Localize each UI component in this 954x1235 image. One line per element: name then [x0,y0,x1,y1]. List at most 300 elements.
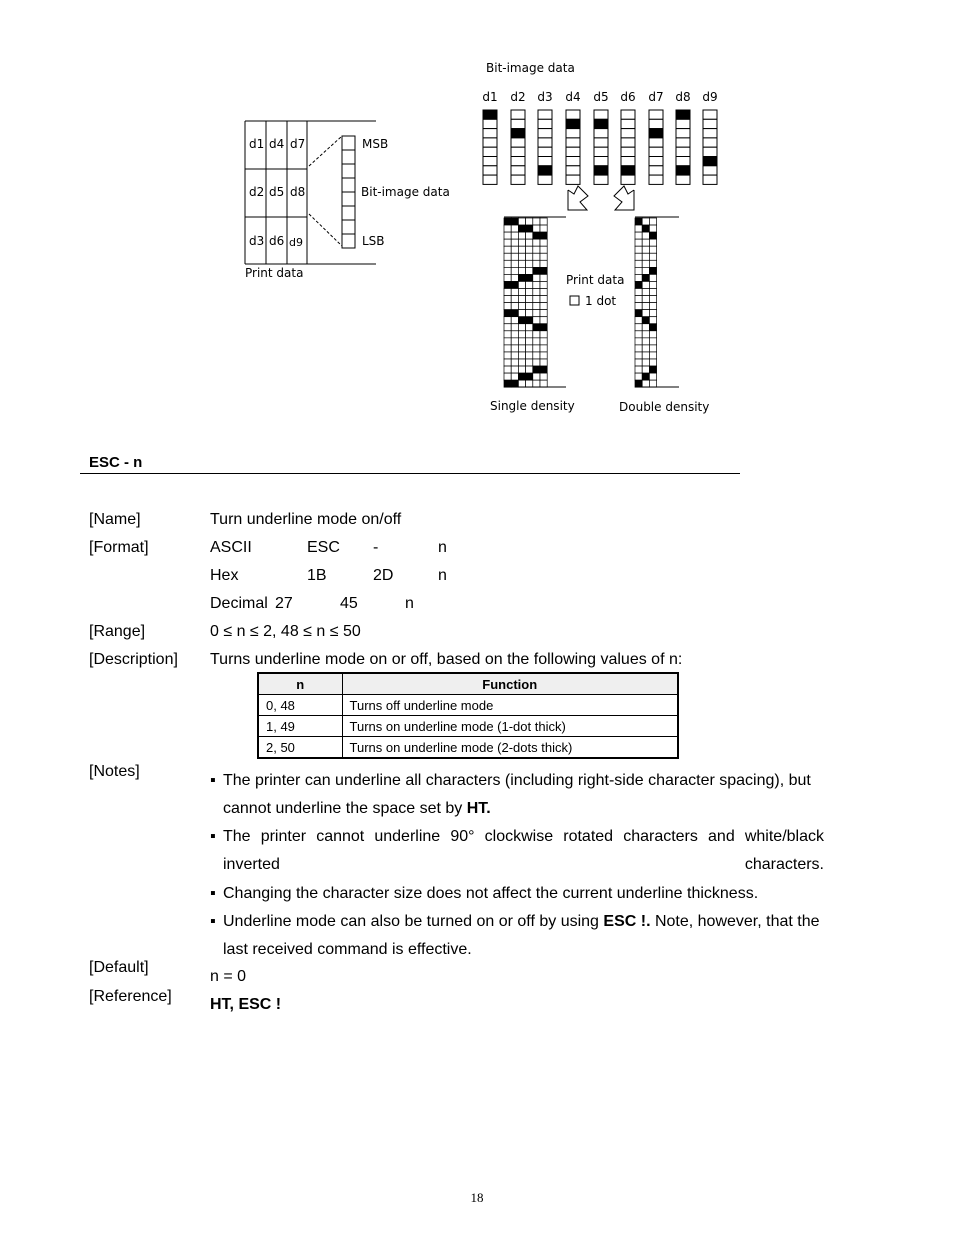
data-bit [538,138,552,147]
print-dot [518,303,525,310]
print-dot [518,366,525,373]
print-dot [540,253,547,260]
print-dot [511,267,518,274]
print-dot [533,324,540,331]
data-bit [676,138,690,147]
format-decimal-b: 45 [340,595,358,612]
print-dot [649,253,656,260]
print-dot [504,338,511,345]
print-dot [533,289,540,296]
data-bit [538,175,552,184]
bit-image-label: Bit-image data [361,185,450,199]
data-bit [676,157,690,166]
print-dot [526,338,533,345]
data-bit [649,175,663,184]
data-bit [649,166,663,175]
print-dot [504,232,511,239]
print-dot [511,274,518,281]
print-dot [518,331,525,338]
data-bit [703,147,717,156]
print-dot [526,324,533,331]
print-dot [642,225,649,232]
print-dot [635,260,642,267]
print-dot [511,239,518,246]
format-hex-b: 2D [373,567,394,584]
column-label: d1 [482,90,498,104]
data-bit [594,129,608,138]
print-dot [526,246,533,253]
print-dot [635,232,642,239]
data-bit [538,147,552,156]
data-bit [511,157,525,166]
table-cell-function: Turns on underline mode (1-dot thick) [342,716,678,737]
data-bit [703,119,717,128]
print-dot [540,366,547,373]
column-label: d7 [648,90,664,104]
data-bit [649,138,663,147]
print-dot [533,345,540,352]
msb-label: MSB [362,137,389,151]
one-dot-label: 1 dot [585,294,617,308]
print-dot [526,232,533,239]
print-dot [642,359,649,366]
print-dot [649,303,656,310]
print-dot [526,380,533,387]
print-dot [504,373,511,380]
print-dot [526,267,533,274]
data-bit [621,147,635,156]
print-dot [511,317,518,324]
print-dot [540,317,547,324]
print-dot [518,246,525,253]
format-ascii-a: ESC [307,539,340,556]
print-dot [533,274,540,281]
print-dot [635,359,642,366]
print-dot [504,352,511,359]
data-bit [483,129,497,138]
print-dot [642,296,649,303]
left-print-data-label: Print data [245,266,304,280]
range-label: [Range] [89,623,146,640]
table-cell-n: 0, 48 [258,695,342,716]
cell-d1: d1 [249,137,265,151]
data-bit [649,119,663,128]
print-dot [533,352,540,359]
print-dot [540,345,547,352]
print-dot [504,324,511,331]
print-dot [518,317,525,324]
format-hex-a: 1B [307,567,327,584]
print-data-cell-labels [249,137,305,249]
data-bit [594,138,608,147]
print-dot [649,232,656,239]
print-dot [518,338,525,345]
print-dot [504,218,511,225]
print-dot [526,317,533,324]
print-dot [511,310,518,317]
print-dot [511,352,518,359]
print-dot [526,373,533,380]
data-bit [566,110,580,119]
column-label: d2 [510,90,526,104]
print-dot [533,310,540,317]
print-dot [635,352,642,359]
table-header-function: Function [342,673,678,695]
data-bit [511,138,525,147]
data-bit [594,175,608,184]
print-dot [504,253,511,260]
print-dot [642,317,649,324]
print-dot [526,352,533,359]
cell-d5: d5 [269,185,285,199]
print-dot [649,296,656,303]
format-decimal-c: n [405,595,414,612]
data-bit [483,166,497,175]
data-bit [703,157,717,166]
print-dot [504,380,511,387]
data-bit [621,119,635,128]
print-dot [526,225,533,232]
print-dot [504,267,511,274]
right-arrow-icon [614,186,634,210]
format-ascii-b: - [373,539,379,556]
print-data-grid [245,121,376,264]
data-bit [511,129,525,138]
note-text: Changing the character size does not affect the current underline thickness. [223,885,759,902]
print-dot [511,324,518,331]
print-dot [642,281,649,288]
print-dot [511,303,518,310]
print-dot [511,338,518,345]
print-dot [649,267,656,274]
data-bit [621,166,635,175]
print-dot [518,232,525,239]
bit-column [342,136,355,248]
data-bit [703,110,717,119]
print-dot [511,345,518,352]
data-bit [511,110,525,119]
print-dot [511,296,518,303]
print-dot [649,331,656,338]
print-dot [533,246,540,253]
print-dot [635,267,642,274]
data-bit [511,119,525,128]
data-columns [483,110,717,184]
data-bit [703,175,717,184]
print-dot [504,296,511,303]
print-dot [649,260,656,267]
single-density-label: Single density [490,399,575,413]
print-dot [526,296,533,303]
data-bit [703,129,717,138]
print-dot [526,239,533,246]
print-dot [540,310,547,317]
format-hex-kind: Hex [210,567,239,584]
print-dot [635,303,642,310]
column-label: d8 [675,90,691,104]
print-dot [526,274,533,281]
cell-d7: d7 [290,137,306,151]
print-dot [635,366,642,373]
print-dot [533,253,540,260]
print-dot [511,281,518,288]
print-dot [504,317,511,324]
print-dot [642,246,649,253]
print-dot [642,260,649,267]
print-dot [511,373,518,380]
data-bit [538,157,552,166]
data-bit [621,175,635,184]
data-bit [594,110,608,119]
print-dot [511,253,518,260]
bit-cell [342,178,355,192]
print-dot [649,373,656,380]
note-text: The printer cannot underline 90° clockwise rotated characters and white/black inverted characters. [223,828,824,873]
reference-value: HT, ESC ! [210,996,282,1013]
print-dot [642,239,649,246]
print-dot [533,232,540,239]
data-bit [538,110,552,119]
format-hex-c: n [438,567,447,584]
print-dot [540,246,547,253]
right-print-data-label: Print data [566,273,625,287]
print-dot [526,345,533,352]
print-dot [540,359,547,366]
print-dot [518,359,525,366]
print-dot [635,296,642,303]
data-bit [621,138,635,147]
print-dot [635,281,642,288]
print-dot [533,366,540,373]
data-bit [566,175,580,184]
data-bit [676,166,690,175]
note-text-post: Note, however, that the last received command is effective. [223,913,820,958]
format-label: [Format] [89,539,149,556]
print-dot [533,296,540,303]
section-divider [80,473,740,474]
print-dot [533,225,540,232]
bit-column-guides [309,136,342,246]
print-dot [526,331,533,338]
data-bit [649,110,663,119]
print-dot [504,345,511,352]
bit-image-figure [0,0,954,440]
section-title: ESC - n [89,454,143,471]
print-dot [526,281,533,288]
note-bold: ESC !. [603,913,651,930]
bit-cell [342,164,355,178]
print-dot [540,380,547,387]
cell-d8: d8 [290,185,306,199]
data-bit [594,166,608,175]
print-dot [518,260,525,267]
print-dot [642,218,649,225]
data-bit [594,147,608,156]
print-dot [533,260,540,267]
print-dot [642,352,649,359]
print-dot [649,324,656,331]
data-bit [566,138,580,147]
bit-cell [342,150,355,164]
print-dot [526,303,533,310]
print-dot [504,331,511,338]
data-bit [649,129,663,138]
print-dot [511,289,518,296]
print-dot [518,352,525,359]
print-dot [540,331,547,338]
one-dot-square-icon [570,296,579,305]
print-dot [635,289,642,296]
table-header-row [258,673,678,695]
print-dot [540,324,547,331]
bullet-icon: ▪ [210,913,216,930]
print-dot [533,359,540,366]
description-value: Turns underline mode on or off, based on the following values of n: [210,651,683,668]
print-dot [540,303,547,310]
print-dot [533,331,540,338]
bullet-icon: ▪ [210,885,216,902]
double-density-grid [635,218,657,387]
note-item [210,823,824,879]
print-dot [518,253,525,260]
data-bit [676,175,690,184]
print-dot [511,232,518,239]
print-dot [533,380,540,387]
arrow-icons [568,186,634,210]
data-bit [483,119,497,128]
print-dot [518,267,525,274]
print-dot [540,232,547,239]
print-dot [635,380,642,387]
cell-d6: d6 [269,234,285,248]
table-header-n: n [258,673,342,695]
print-dot [649,289,656,296]
print-dot [635,239,642,246]
data-bit [483,147,497,156]
cell-d3: d3 [249,234,265,248]
data-bit [538,129,552,138]
print-dot [533,338,540,345]
print-dot [635,317,642,324]
reference-label: [Reference] [89,988,172,1005]
column-label: d3 [537,90,553,104]
print-dot [518,380,525,387]
data-bit [649,157,663,166]
print-dot [642,310,649,317]
table-cell-n: 2, 50 [258,737,342,759]
print-dot [642,366,649,373]
print-dot [642,331,649,338]
print-dot [504,289,511,296]
print-dot [642,338,649,345]
print-dot [649,281,656,288]
data-bit [566,147,580,156]
table-row [258,695,678,716]
print-dot [635,338,642,345]
print-dot [540,274,547,281]
column-labels [482,90,717,104]
print-dot [635,324,642,331]
print-dot [540,338,547,345]
data-bit [649,147,663,156]
print-dot [540,289,547,296]
data-bit [483,175,497,184]
column-label: d4 [565,90,581,104]
print-dot [635,274,642,281]
print-dot [540,267,547,274]
print-dot [540,218,547,225]
print-dot [649,338,656,345]
print-dot [649,359,656,366]
print-dot [540,281,547,288]
name-value: Turn underline mode on/off [210,511,402,528]
bit-image-title: Bit-image data [486,61,575,75]
column-label: d6 [620,90,636,104]
data-bit [621,110,635,119]
data-bit [703,166,717,175]
print-dot [518,310,525,317]
data-bit [676,129,690,138]
print-dot [504,359,511,366]
print-dot [649,366,656,373]
print-dot [511,331,518,338]
print-dot [533,303,540,310]
table-cell-function: Turns on underline mode (2-dots thick) [342,737,678,759]
print-dot [533,373,540,380]
description-label: [Description] [89,651,178,668]
print-dot [518,289,525,296]
default-value: n = 0 [210,968,247,985]
data-bit [594,119,608,128]
print-dot [649,310,656,317]
print-dot [649,218,656,225]
print-dot [649,380,656,387]
print-dot [504,246,511,253]
print-dot [649,345,656,352]
data-bit [621,129,635,138]
data-bit [676,119,690,128]
print-dot [635,218,642,225]
data-bit [511,175,525,184]
print-dot [649,246,656,253]
bit-cell [342,192,355,206]
print-dot [540,352,547,359]
print-dot [635,331,642,338]
print-dot [642,324,649,331]
lsb-label: LSB [362,234,385,248]
bullet-icon: ▪ [210,828,216,845]
table-cell-function: Turns off underline mode [342,695,678,716]
print-dot [642,253,649,260]
data-bit [566,157,580,166]
data-bit [566,129,580,138]
print-dot [635,345,642,352]
range-value: 0 ≤ n ≤ 2, 48 ≤ n ≤ 50 [210,623,361,640]
print-dot [511,218,518,225]
print-dot [511,380,518,387]
bullet-icon: ▪ [210,772,216,789]
print-dot [642,232,649,239]
bit-cell [342,220,355,234]
double-density-label: Double density [619,400,710,414]
format-decimal-a: 27 [275,595,293,612]
print-dot [518,218,525,225]
print-dot [518,225,525,232]
data-bit [483,110,497,119]
cell-d9: d9 [289,236,303,249]
data-bit [703,138,717,147]
print-dot [642,267,649,274]
